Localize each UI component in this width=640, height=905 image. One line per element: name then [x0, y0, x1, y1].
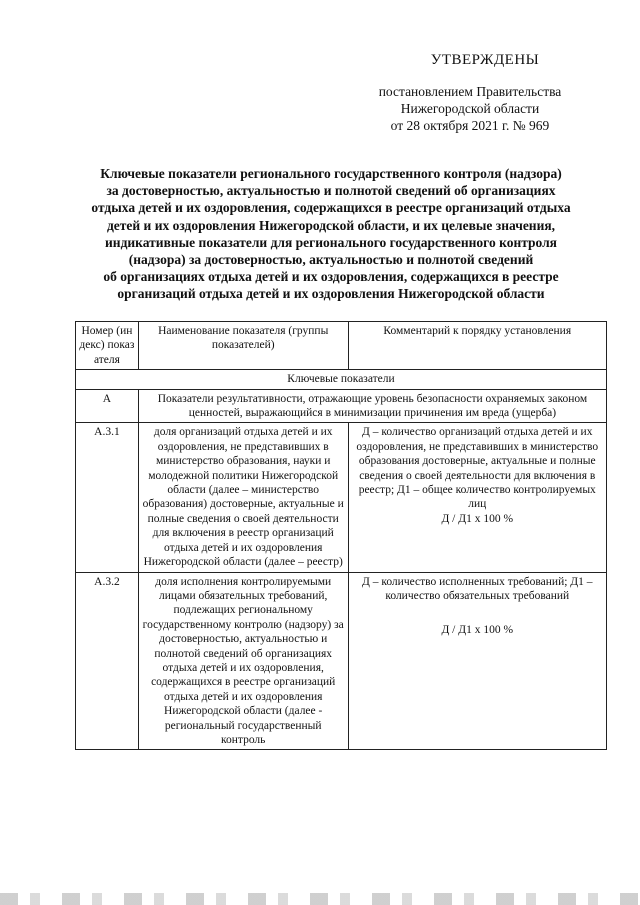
table-row [76, 423, 607, 572]
title-line: индикативные показатели для регионального государственного контроля [105, 234, 557, 250]
scan-artifact-strip [0, 893, 640, 905]
row-formula: Д / Д1 х 100 % [441, 624, 514, 637]
header-name: Наименование показателя (группы показателей) [138, 322, 348, 370]
header-comment: Комментарий к порядку установления [348, 322, 606, 370]
title-line: об организациях отдыха детей и их оздоровления, содержащихся в реестре [103, 269, 559, 285]
header-index: Номер (индекс) показателя [76, 322, 139, 370]
table-row [76, 572, 607, 750]
group-text: Показатели результативности, отражающие уровень безопасности охраняемых законом ценностей, выражающийся в минимизации причинения им вреда (ущерба) [138, 389, 606, 423]
title-line: Ключевые показатели регионального государственного контроля (надзора) [100, 166, 562, 181]
section-label: Ключевые показатели [76, 370, 607, 389]
section-row [76, 370, 607, 389]
approval-line-3: от 28 октября 2021 г. № 969 [390, 118, 550, 133]
indicators-table [75, 321, 607, 750]
row-comment: Д – количество исполненных требований; Д1 – количество обязательных требований [361, 575, 593, 602]
row-name: доля организаций отдыха детей и их оздоровления, не представивших в министерство образования, науки и молодежной политики Нижегородской области (далее – министерство образования) достоверные, актуальные и полные сведения о своей деятельности для включения в реестр организаций отдыха детей и их оздоровления Нижегородской области (далее – реестр) [138, 423, 348, 572]
group-index: А [76, 389, 139, 423]
title-line: за достоверностью, актуальностью и полнотой сведений об организациях [106, 183, 556, 199]
approval-line-2: Нижегородской области [400, 101, 540, 116]
title-line: организаций отдыха детей и их оздоровления Нижегородской области [117, 286, 545, 302]
title-line: детей и их оздоровления Нижегородской области, и их целевые значения, [106, 217, 556, 233]
title-line: (надзора) за достоверностью, актуальностью и полнотой сведений [128, 252, 534, 268]
row-index: А.3.1 [76, 423, 139, 572]
group-row [76, 389, 607, 423]
row-comment-cell [348, 572, 606, 750]
approval-line-1: постановлением Правительства [378, 84, 562, 99]
row-comment-cell [348, 423, 606, 572]
title-line: отдыха детей и их оздоровления, содержащихся в реестре организаций отдыха [91, 200, 571, 216]
row-index: А.3.2 [76, 572, 139, 750]
row-comment: Д – количество организаций отдыха детей и их оздоровления, не представивших в министерство образования достоверные, актуальные и полные сведения о своей деятельности для включения в реестр; Д1 – общее количество контролируемых лиц [356, 426, 599, 511]
row-formula: Д / Д1 х 100 % [441, 512, 514, 525]
approval-heading: УТВЕРЖДЕНЫ [430, 52, 540, 68]
document-title [40, 165, 622, 303]
approval-block [340, 52, 600, 134]
table-header-row [76, 322, 607, 370]
row-name: доля исполнения контролируемыми лицами обязательных требований, подлежащих региональному государственному контролю (надзору) за достоверностью, актуальностью и полнотой сведений об организациях отдыха детей и их оздоровления, содержащихся в реестре организаций отдыха детей и их оздоровления Нижегородской области (далее - региональный государственный контроль [138, 572, 348, 750]
